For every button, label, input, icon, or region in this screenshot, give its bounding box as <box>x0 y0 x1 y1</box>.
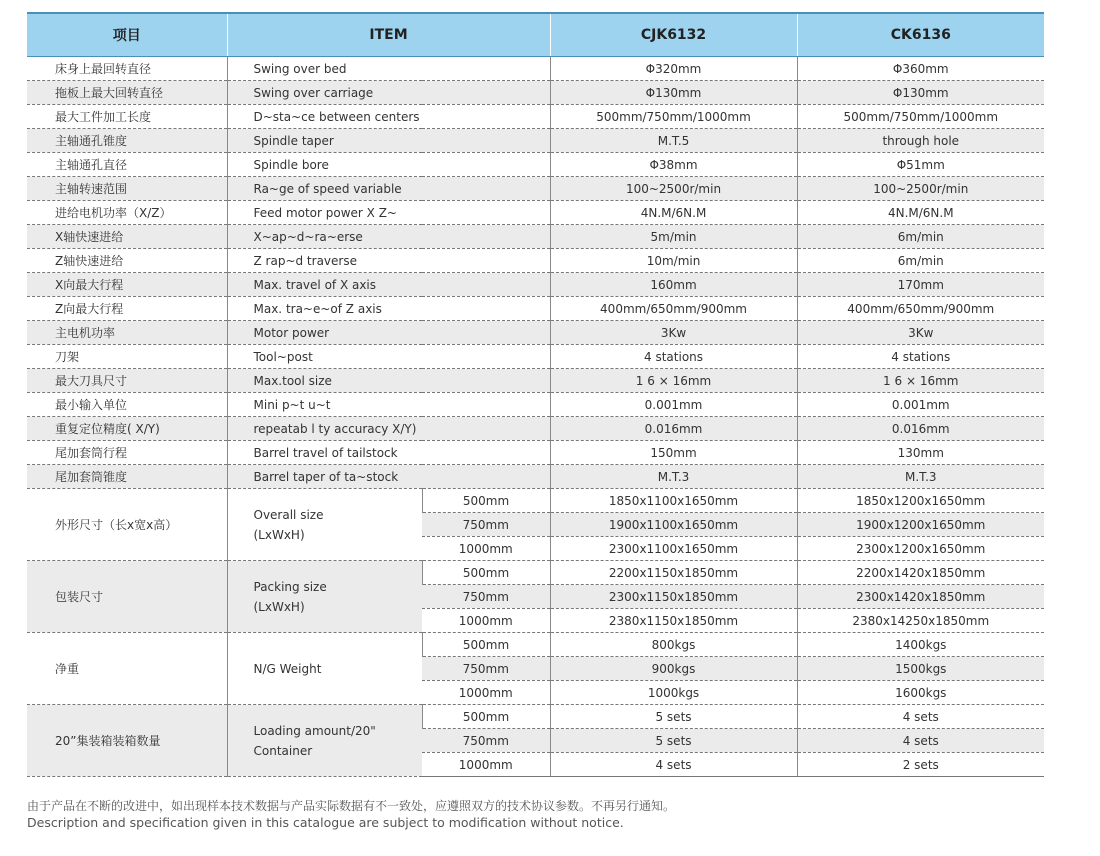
spec-value-cjk6132: 1000kgs <box>550 681 797 705</box>
spec-value-cjk6132: 160mm <box>550 273 797 297</box>
group-name-en-line: Overall size <box>253 507 324 522</box>
spec-value-cjk6132: 1 6 × 16mm <box>550 369 797 393</box>
spec-name-en: Max. travel of X axis <box>227 273 550 297</box>
spec-name-cn: 最大刀具尺寸 <box>27 369 227 393</box>
group-size: 1000mm <box>422 609 550 633</box>
spec-name-en: Tool~post <box>227 345 550 369</box>
spec-row <box>27 201 1044 225</box>
spec-name-en: Swing over bed <box>227 57 550 81</box>
spec-value-ck6136: 1500kgs <box>797 657 1044 681</box>
group-size: 750mm <box>422 513 550 537</box>
spec-name-en: Z rap~d traverse <box>227 249 550 273</box>
group-name-en-line: N/G Weight <box>253 661 322 676</box>
spec-value-ck6136: 1850x1200x1650mm <box>797 489 1044 513</box>
group-size: 1000mm <box>422 537 550 561</box>
spec-name-cn: 主轴通孔锥度 <box>27 129 227 153</box>
group-name-en-line: (LxWxH) <box>253 599 305 614</box>
header-model-1: CJK6132 <box>550 13 797 57</box>
spec-value-ck6136: 4N.M/6N.M <box>797 201 1044 225</box>
spec-row <box>27 465 1044 489</box>
spec-row <box>27 441 1044 465</box>
spec-table <box>27 12 1044 777</box>
spec-value-ck6136: 100~2500r/min <box>797 177 1044 201</box>
spec-name-en: Ra~ge of speed variable <box>227 177 550 201</box>
spec-name-cn: 进给电机功率（X/Z） <box>27 201 227 225</box>
spec-value-cjk6132: 2200x1150x1850mm <box>550 561 797 585</box>
spec-name-cn: 最小输入单位 <box>27 393 227 417</box>
spec-value-cjk6132: Φ130mm <box>550 81 797 105</box>
spec-name-en: Spindle bore <box>227 153 550 177</box>
spec-value-cjk6132: 4 sets <box>550 753 797 777</box>
spec-name-cn: 主电机功率 <box>27 321 227 345</box>
spec-value-cjk6132: 400mm/650mm/900mm <box>550 297 797 321</box>
spec-value-ck6136: 130mm <box>797 441 1044 465</box>
spec-value-cjk6132: 2380x1150x1850mm <box>550 609 797 633</box>
spec-value-ck6136: 2300x1420x1850mm <box>797 585 1044 609</box>
header-cn: 项目 <box>27 13 227 57</box>
spec-name-cn: 床身上最回转直径 <box>27 57 227 81</box>
group-name-cn: 外形尺寸（长x宽x高） <box>27 489 227 561</box>
spec-value-cjk6132: 0.001mm <box>550 393 797 417</box>
spec-value-ck6136: Φ51mm <box>797 153 1044 177</box>
group-name-en <box>227 489 422 561</box>
group-name-en <box>227 633 422 705</box>
spec-name-cn: Z轴快速进给 <box>27 249 227 273</box>
spec-value-ck6136: 400mm/650mm/900mm <box>797 297 1044 321</box>
spec-value-cjk6132: 2300x1150x1850mm <box>550 585 797 609</box>
group-name-en <box>227 561 422 633</box>
footer-note-cn: 由于产品在不断的改进中，如出现样本技术数据与产品实际数据有不一致处，应遵照双方的技术协议参数。不再另行通知。 <box>27 799 676 813</box>
spec-name-en: Barrel travel of tailstock <box>227 441 550 465</box>
spec-name-en: Mini p~t u~t <box>227 393 550 417</box>
spec-group-row <box>27 633 1044 657</box>
spec-value-ck6136: 2380x14250x1850mm <box>797 609 1044 633</box>
spec-name-cn: 尾加套筒锥度 <box>27 465 227 489</box>
spec-name-en: X~ap~d~ra~erse <box>227 225 550 249</box>
spec-row <box>27 225 1044 249</box>
spec-row <box>27 369 1044 393</box>
spec-row <box>27 177 1044 201</box>
spec-value-ck6136: 1900x1200x1650mm <box>797 513 1044 537</box>
group-size: 750mm <box>422 657 550 681</box>
spec-value-ck6136: 4 stations <box>797 345 1044 369</box>
spec-name-en: Feed motor power X Z~ <box>227 201 550 225</box>
spec-value-ck6136: Φ130mm <box>797 81 1044 105</box>
spec-value-ck6136: 2200x1420x1850mm <box>797 561 1044 585</box>
spec-value-cjk6132: 3Kw <box>550 321 797 345</box>
spec-row <box>27 81 1044 105</box>
spec-value-cjk6132: 150mm <box>550 441 797 465</box>
spec-name-en: repeatab l ty accuracy X/Y) <box>227 417 550 441</box>
spec-value-ck6136: 1600kgs <box>797 681 1044 705</box>
spec-name-cn: X轴快速进给 <box>27 225 227 249</box>
spec-value-cjk6132: 10m/min <box>550 249 797 273</box>
spec-value-ck6136: 6m/min <box>797 225 1044 249</box>
spec-row <box>27 273 1044 297</box>
spec-value-ck6136: through hole <box>797 129 1044 153</box>
spec-row <box>27 249 1044 273</box>
spec-value-cjk6132: 4 stations <box>550 345 797 369</box>
group-name-en-line: Container <box>253 743 313 758</box>
spec-value-cjk6132: Φ320mm <box>550 57 797 81</box>
group-size: 1000mm <box>422 753 550 777</box>
spec-name-cn: 刀架 <box>27 345 227 369</box>
spec-row <box>27 345 1044 369</box>
spec-value-cjk6132: 5m/min <box>550 225 797 249</box>
spec-row <box>27 129 1044 153</box>
group-name-en <box>227 705 422 777</box>
spec-row <box>27 105 1044 129</box>
spec-name-cn: X向最大行程 <box>27 273 227 297</box>
spec-value-cjk6132: 5 sets <box>550 729 797 753</box>
spec-value-ck6136: 0.016mm <box>797 417 1044 441</box>
spec-group-row <box>27 705 1044 729</box>
spec-value-cjk6132: 0.016mm <box>550 417 797 441</box>
spec-value-ck6136: 4 sets <box>797 729 1044 753</box>
spec-value-cjk6132: 800kgs <box>550 633 797 657</box>
spec-name-en: Swing over carriage <box>227 81 550 105</box>
spec-value-cjk6132: 100~2500r/min <box>550 177 797 201</box>
spec-group-row <box>27 561 1044 585</box>
spec-value-ck6136: 1400kgs <box>797 633 1044 657</box>
group-size: 750mm <box>422 729 550 753</box>
spec-row <box>27 297 1044 321</box>
group-size: 500mm <box>422 633 550 657</box>
spec-value-cjk6132: 5 sets <box>550 705 797 729</box>
spec-value-cjk6132: 2300x1100x1650mm <box>550 537 797 561</box>
spec-name-en: Max.tool size <box>227 369 550 393</box>
group-name-en-line: (LxWxH) <box>253 527 305 542</box>
group-name-cn: 净重 <box>27 633 227 705</box>
spec-value-ck6136: 170mm <box>797 273 1044 297</box>
group-name-cn: 20”集装箱装箱数量 <box>27 705 227 777</box>
spec-row <box>27 153 1044 177</box>
spec-name-cn: 尾加套筒行程 <box>27 441 227 465</box>
spec-name-en: Max. tra~e~of Z axis <box>227 297 550 321</box>
group-size: 500mm <box>422 489 550 513</box>
spec-value-ck6136: 0.001mm <box>797 393 1044 417</box>
spec-value-cjk6132: 1900x1100x1650mm <box>550 513 797 537</box>
spec-row <box>27 393 1044 417</box>
spec-value-cjk6132: 500mm/750mm/1000mm <box>550 105 797 129</box>
spec-name-cn: 主轴通孔直径 <box>27 153 227 177</box>
spec-name-cn: 最大工件加工长度 <box>27 105 227 129</box>
spec-name-en: D~sta~ce between centers <box>227 105 550 129</box>
spec-name-cn: 主轴转速范围 <box>27 177 227 201</box>
spec-name-en: Spindle taper <box>227 129 550 153</box>
group-size: 500mm <box>422 561 550 585</box>
spec-row <box>27 417 1044 441</box>
group-size: 500mm <box>422 705 550 729</box>
spec-row <box>27 57 1044 81</box>
footer-note-en: Description and specification given in this catalogue are subject to modification without notice. <box>27 815 624 830</box>
spec-value-ck6136: 1 6 × 16mm <box>797 369 1044 393</box>
spec-value-ck6136: Φ360mm <box>797 57 1044 81</box>
spec-name-en: Motor power <box>227 321 550 345</box>
spec-value-ck6136: 2 sets <box>797 753 1044 777</box>
spec-name-cn: 重复定位精度( X/Y) <box>27 417 227 441</box>
spec-value-ck6136: 3Kw <box>797 321 1044 345</box>
spec-value-ck6136: 2300x1200x1650mm <box>797 537 1044 561</box>
spec-table-body <box>27 57 1044 777</box>
spec-name-cn: Z向最大行程 <box>27 297 227 321</box>
spec-row <box>27 321 1044 345</box>
spec-name-cn: 拖板上最大回转直径 <box>27 81 227 105</box>
group-name-en-line: Packing size <box>253 579 327 594</box>
header-item: ITEM <box>227 13 550 57</box>
spec-value-cjk6132: Φ38mm <box>550 153 797 177</box>
group-name-en-line: Loading amount/20" <box>253 723 376 738</box>
spec-value-ck6136: M.T.3 <box>797 465 1044 489</box>
spec-value-cjk6132: 1850x1100x1650mm <box>550 489 797 513</box>
spec-value-cjk6132: 4N.M/6N.M <box>550 201 797 225</box>
spec-value-ck6136: 4 sets <box>797 705 1044 729</box>
spec-name-en: Barrel taper of ta~stock <box>227 465 550 489</box>
spec-value-ck6136: 500mm/750mm/1000mm <box>797 105 1044 129</box>
spec-value-cjk6132: 900kgs <box>550 657 797 681</box>
spec-group-row <box>27 489 1044 513</box>
group-size: 1000mm <box>422 681 550 705</box>
group-size: 750mm <box>422 585 550 609</box>
header-row <box>27 13 1044 57</box>
spec-value-cjk6132: M.T.5 <box>550 129 797 153</box>
spec-value-ck6136: 6m/min <box>797 249 1044 273</box>
spec-value-cjk6132: M.T.3 <box>550 465 797 489</box>
header-model-2: CK6136 <box>797 13 1044 57</box>
group-name-cn: 包装尺寸 <box>27 561 227 633</box>
